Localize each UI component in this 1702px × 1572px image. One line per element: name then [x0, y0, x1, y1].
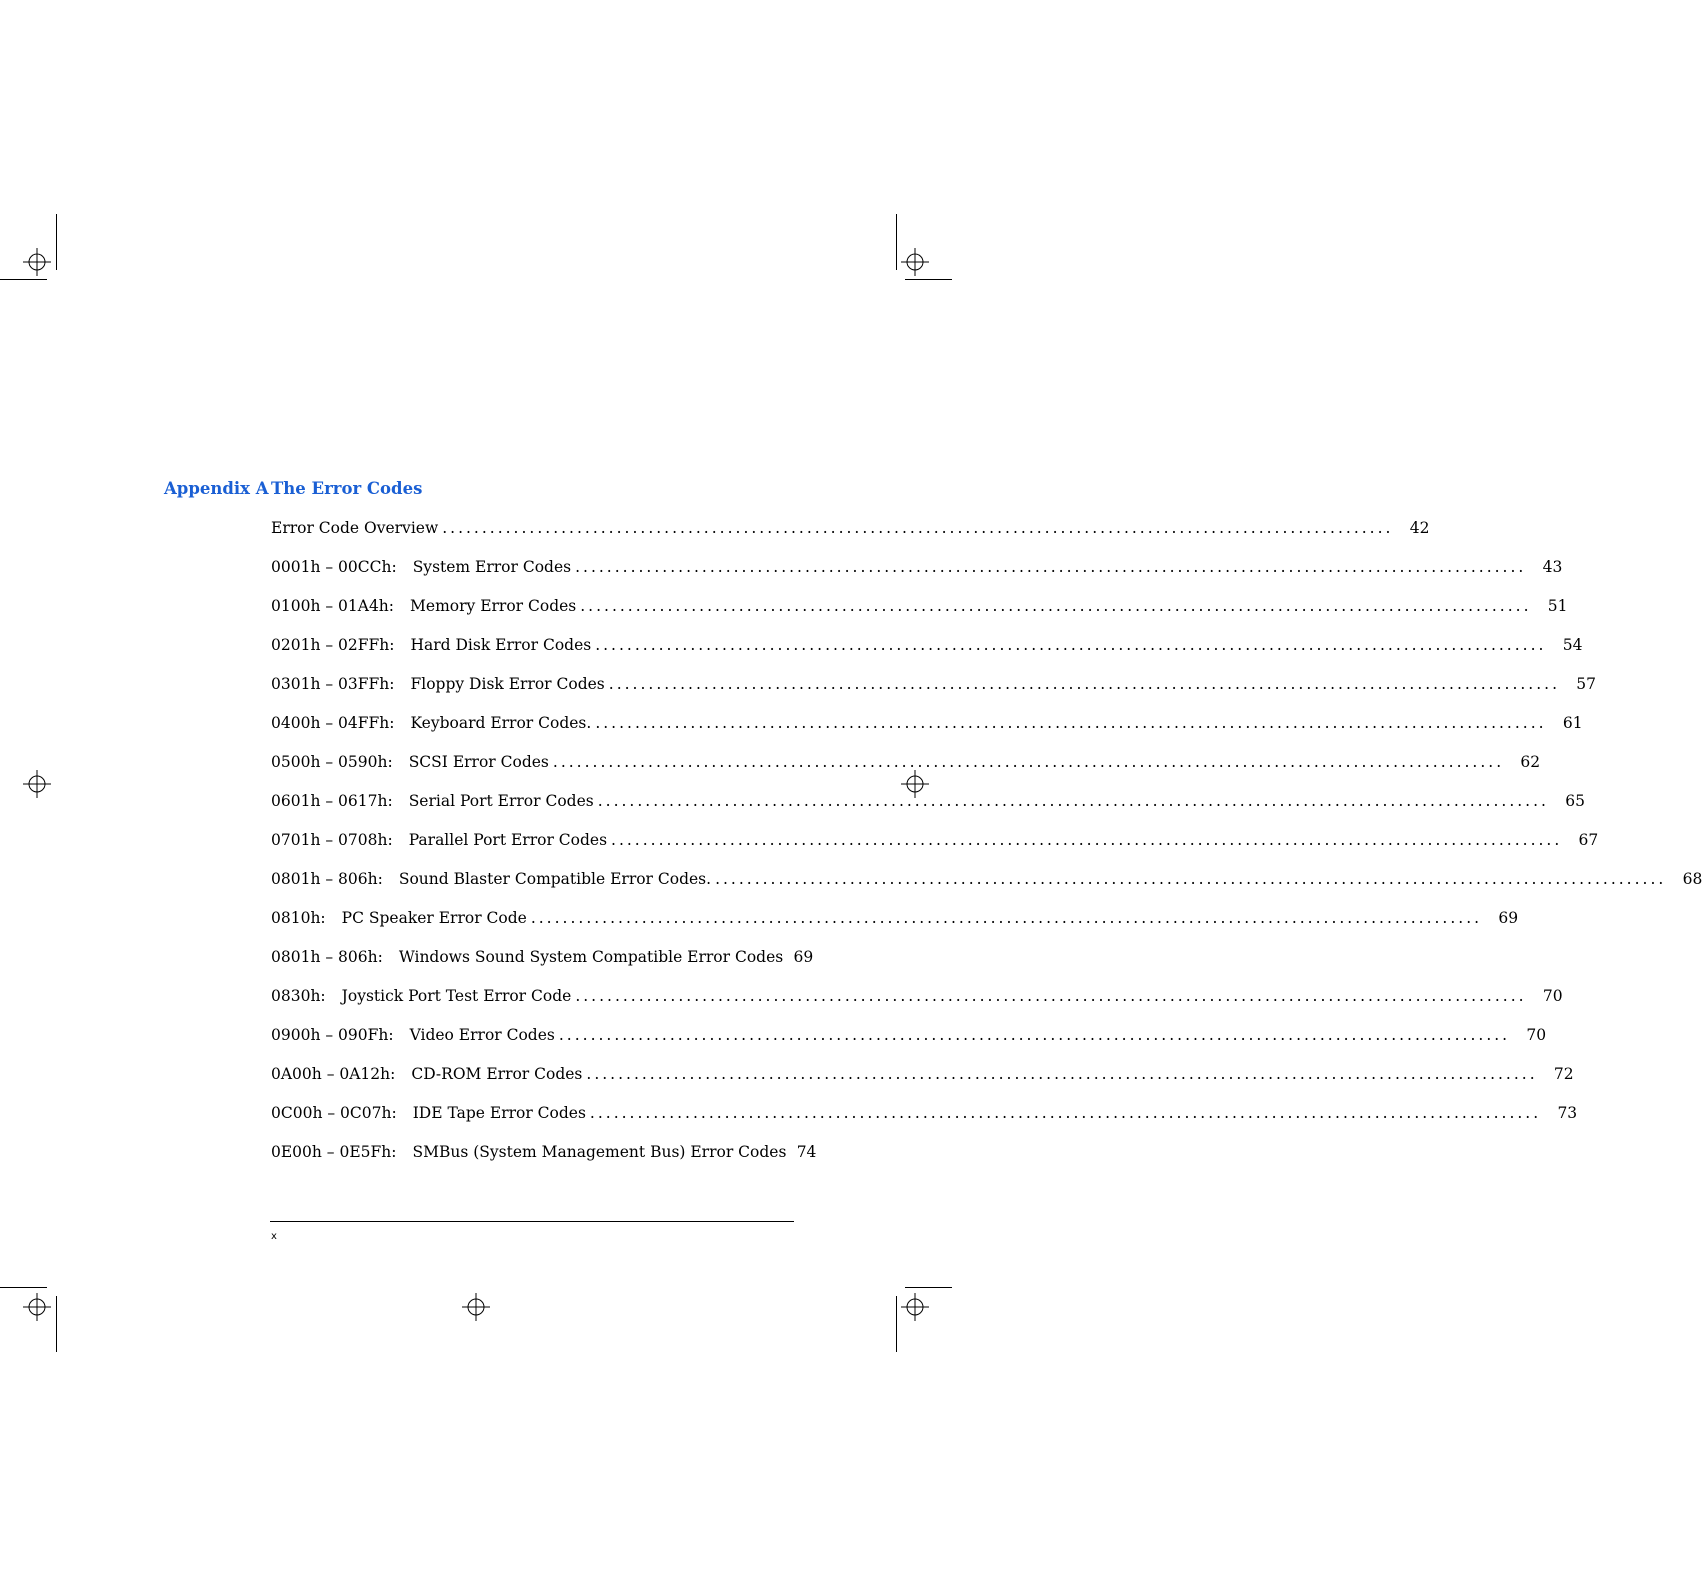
toc-entry[interactable] — [271, 1141, 817, 1180]
toc-entry-page: 51 — [1547, 597, 1568, 615]
toc-entry[interactable] — [271, 1063, 1574, 1102]
toc-entry-title: IDE Tape Error Codes — [412, 1104, 586, 1122]
toc-entry-title: Error Code Overview — [271, 519, 439, 537]
toc-entry[interactable] — [271, 751, 1541, 790]
toc-entry-code: 0701h – 0708h: — [271, 831, 393, 849]
registration-mark-icon — [901, 1293, 929, 1321]
toc-entry[interactable] — [271, 712, 1583, 751]
toc-entry-code: 0400h – 04FFh: — [271, 714, 395, 732]
crop-mark-line — [0, 1287, 47, 1288]
toc-dot-leader: ........................................................................................................................ — [586, 1065, 1538, 1083]
toc-dot-leader: ........................................................................................................................ — [611, 831, 1563, 849]
toc-entry-page: 72 — [1553, 1065, 1574, 1083]
toc-entry-page: 70 — [1542, 987, 1563, 1005]
toc-entry[interactable] — [271, 673, 1597, 712]
toc-entry[interactable] — [271, 946, 814, 985]
toc-entry-code: 0810h: — [271, 909, 326, 927]
toc-entry-code: 0001h – 00CCh: — [271, 558, 397, 576]
toc-entry-page: 69 — [793, 948, 814, 966]
toc-entry[interactable] — [271, 634, 1583, 673]
toc-entry[interactable] — [271, 985, 1563, 1024]
crop-mark-line — [896, 1296, 897, 1352]
toc-entry-title: SMBus (System Management Bus) Error Codes — [412, 1143, 787, 1161]
toc-entry-title: Sound Blaster Compatible Error Codes. — [398, 870, 712, 888]
toc-entry-code: 0601h – 0617h: — [271, 792, 393, 810]
toc-entry-code: 0100h – 01A4h: — [271, 597, 395, 615]
toc-entry[interactable] — [271, 868, 1702, 907]
toc-dot-leader: ........................................................................................................................ — [575, 987, 1527, 1005]
toc-entry-title: Video Error Codes — [409, 1026, 555, 1044]
toc-entry-code: 0500h – 0590h: — [271, 753, 393, 771]
toc-list — [271, 517, 1702, 1180]
toc-dot-leader: ........................................................................................................................ — [608, 675, 1561, 693]
appendix-title: The Error Codes — [271, 479, 423, 498]
appendix-label: Appendix A — [164, 479, 269, 498]
toc-entry-page: 74 — [796, 1143, 817, 1161]
toc-dot-leader: ........................................................................................................................ — [597, 792, 1549, 810]
toc-entry-page: 54 — [1562, 636, 1583, 654]
crop-mark-line — [56, 1296, 57, 1352]
toc-entry-title: Hard Disk Error Codes — [410, 636, 592, 654]
toc-entry-page: 61 — [1562, 714, 1583, 732]
toc-entry-page: 70 — [1526, 1026, 1547, 1044]
registration-mark-icon — [23, 248, 51, 276]
toc-entry[interactable] — [271, 517, 1430, 556]
toc-dot-leader: ........................................................................................................................ — [575, 558, 1527, 576]
toc-dot-leader: ........................................................................................................................ — [595, 714, 1547, 732]
registration-mark-icon — [23, 1293, 51, 1321]
toc-dot-leader: ........................................................................................................................ — [715, 870, 1667, 888]
footer-rule — [270, 1221, 794, 1222]
toc-entry-page: 67 — [1578, 831, 1599, 849]
toc-dot-leader: ........................................................................................................................ — [580, 597, 1532, 615]
crop-mark-line — [905, 1287, 952, 1288]
toc-entry-title: SCSI Error Codes — [408, 753, 549, 771]
toc-entry[interactable] — [271, 790, 1585, 829]
toc-entry-page: 43 — [1542, 558, 1563, 576]
toc-entry-page: 73 — [1557, 1104, 1578, 1122]
toc-entry-title: Memory Error Codes — [410, 597, 577, 615]
toc-entry[interactable] — [271, 556, 1563, 595]
appendix-heading — [164, 479, 422, 498]
toc-entry-title: System Error Codes — [412, 558, 572, 576]
crop-mark-line — [905, 279, 952, 280]
toc-entry[interactable] — [271, 1102, 1578, 1141]
toc-entry-page: 69 — [1498, 909, 1519, 927]
toc-entry-page: 65 — [1565, 792, 1585, 810]
toc-entry-code: 0900h – 090Fh: — [271, 1026, 394, 1044]
toc-entry-page: 68 — [1682, 870, 1702, 888]
toc-entry-title: Joystick Port Test Error Code — [341, 987, 572, 1005]
toc-entry-code: 0E00h – 0E5Fh: — [271, 1143, 397, 1161]
crop-mark-line — [56, 214, 57, 270]
crop-mark-line — [0, 279, 47, 280]
toc-entry-code: 0830h: — [271, 987, 326, 1005]
toc-entry-code: 0301h – 03FFh: — [271, 675, 395, 693]
toc-entry-code: 0801h – 806h: — [271, 948, 383, 966]
registration-mark-icon — [23, 770, 51, 798]
toc-entry[interactable] — [271, 595, 1568, 634]
toc-dot-leader: ........................................................................................................................ — [595, 636, 1547, 654]
toc-entry-code: 0A00h – 0A12h: — [271, 1065, 396, 1083]
toc-entry-title: CD-ROM Error Codes — [411, 1065, 583, 1083]
registration-mark-icon — [901, 248, 929, 276]
toc-entry-title: Windows Sound System Compatible Error Codes — [398, 948, 784, 966]
crop-mark-line — [896, 214, 897, 270]
toc-entry-page: 57 — [1576, 675, 1597, 693]
registration-mark-icon — [462, 1293, 490, 1321]
toc-entry-title: Floppy Disk Error Codes — [410, 675, 605, 693]
toc-entry-title: PC Speaker Error Code — [341, 909, 527, 927]
toc-entry-title: Keyboard Error Codes. — [410, 714, 592, 732]
toc-dot-leader: ........................................................................................................................ — [530, 909, 1483, 927]
toc-entry-title: Parallel Port Error Codes — [408, 831, 608, 849]
toc-dot-leader: ........................................................................................................................ — [552, 753, 1505, 771]
page-folio: x — [271, 1231, 277, 1242]
toc-dot-leader: ........................................................................................................................ — [558, 1026, 1511, 1044]
toc-entry[interactable] — [271, 829, 1599, 868]
toc-entry-code: 0201h – 02FFh: — [271, 636, 395, 654]
toc-entry-page: 62 — [1520, 753, 1541, 771]
toc-entry-code: 0C00h – 0C07h: — [271, 1104, 397, 1122]
toc-entry-title: Serial Port Error Codes — [408, 792, 594, 810]
toc-entry[interactable] — [271, 907, 1519, 946]
toc-dot-leader: ........................................................................................................................ — [442, 519, 1394, 537]
toc-dot-leader: ........................................................................................................................ — [589, 1104, 1542, 1122]
toc-entry[interactable] — [271, 1024, 1547, 1063]
toc-entry-page: 42 — [1409, 519, 1430, 537]
toc-entry-code: 0801h – 806h: — [271, 870, 383, 888]
